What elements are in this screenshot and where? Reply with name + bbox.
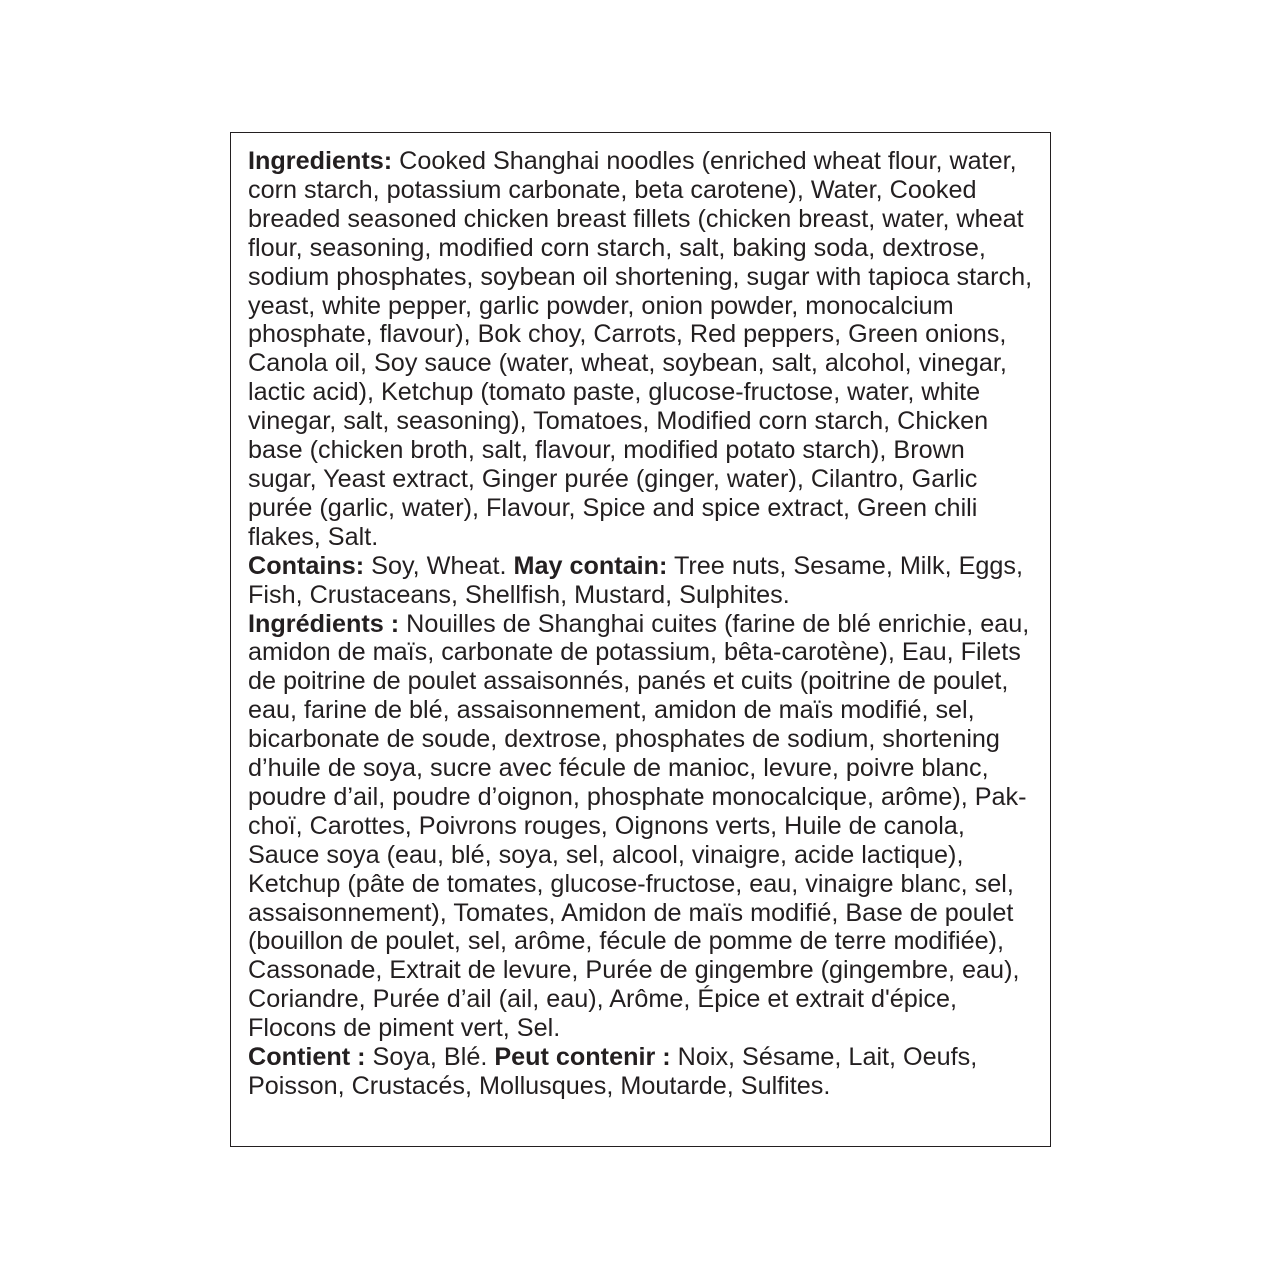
french-ingredients-heading: Ingrédients : <box>248 609 400 638</box>
french-may-contain-list: Noix, Sésame, Lait, Oeufs, Poisson, Crustacés, Mollusques, Moutarde, Sulfites. <box>248 1043 978 1100</box>
english-contains-heading: Contains: <box>248 551 365 580</box>
english-may-contain-heading: May contain: <box>513 551 668 580</box>
french-allergens-paragraph <box>248 1043 1040 1101</box>
french-contains-list: Soya, Blé. <box>365 1043 495 1072</box>
french-may-contain-heading: Peut contenir : <box>494 1043 671 1072</box>
french-contains-heading: Contient : <box>248 1043 366 1072</box>
english-may-contain-list: Tree nuts, Sesame, Milk, Eggs, Fish, Crustaceans, Shellfish, Mustard, Sulphites. <box>248 551 1023 609</box>
ingredients-label-panel <box>230 132 1051 1147</box>
english-contains-list: Soy, Wheat. <box>364 551 514 580</box>
english-allergens-paragraph <box>248 552 1040 610</box>
english-ingredients-paragraph <box>248 147 1040 552</box>
french-ingredients-paragraph <box>248 610 1040 1044</box>
english-ingredients-list: Cooked Shanghai noodles (enriched wheat flour, water, corn starch, potassium carbonate, beta carotene), Water, Cooked breaded seasoned chicken breast fillets (chicken breast, water, wheat flour, seasoning, modified corn starch, salt, baking soda, dextrose, sodium phosphates, soybean oil shortening, sugar with tapioca starch, yeast, white pepper, garlic powder, onion powder, monocalcium phosphate, flavour), Bok choy, Carrots, Red peppers, Green onions, Canola oil, Soy sauce (water, wheat, soybean, salt, alcohol, vinegar, lactic acid), Ketchup (tomato paste, glucose-fructose, water, white vinegar, salt, seasoning), Tomatoes, Modified corn starch, Chicken base (chicken broth, salt, flavour, modified potato starch), Brown sugar, Yeast extract, Ginger purée (ginger, water), Cilantro, Garlic purée (garlic, water), Flavour, Spice and spice extract, Green chili flakes, Salt. <box>248 147 1033 551</box>
french-ingredients-list: Nouilles de Shanghai cuites (farine de blé enrichie, eau, amidon de maïs, carbonate de potassium, bêta-carotène), Eau, Filets de poitrine de poulet assaisonnés, panés et cuits (poitrine de poulet, eau, farine de blé, assaisonnement, amidon de maïs modifié, sel, bicarbonate de soude, dextrose, phosphates de sodium, shortening d’huile de soya, sucre avec fécule de manioc, levure, poivre blanc, poudre d’ail, poudre d’oignon, phosphate monocalcique, arôme), Pak-choï, Carottes, Poivrons rouges, Oignons verts, Huile de canola, Sauce soya (eau, blé, soya, sel, alcool, vinaigre, acide lactique), Ketchup (pâte de tomates, glucose-fructose, eau, vinaigre blanc, sel, assaisonnement), Tomates, Amidon de maïs modifié, Base de poulet (bouillon de poulet, sel, arôme, fécule de pomme de terre modifiée), Cassonade, Extrait de levure, Purée de gingembre (gingembre, eau), Coriandre, Purée d’ail (ail, eau), Arôme, Épice et extrait d'épice, Flocons de piment vert, Sel. <box>248 609 1030 1043</box>
english-ingredients-heading: Ingredients: <box>248 147 393 175</box>
